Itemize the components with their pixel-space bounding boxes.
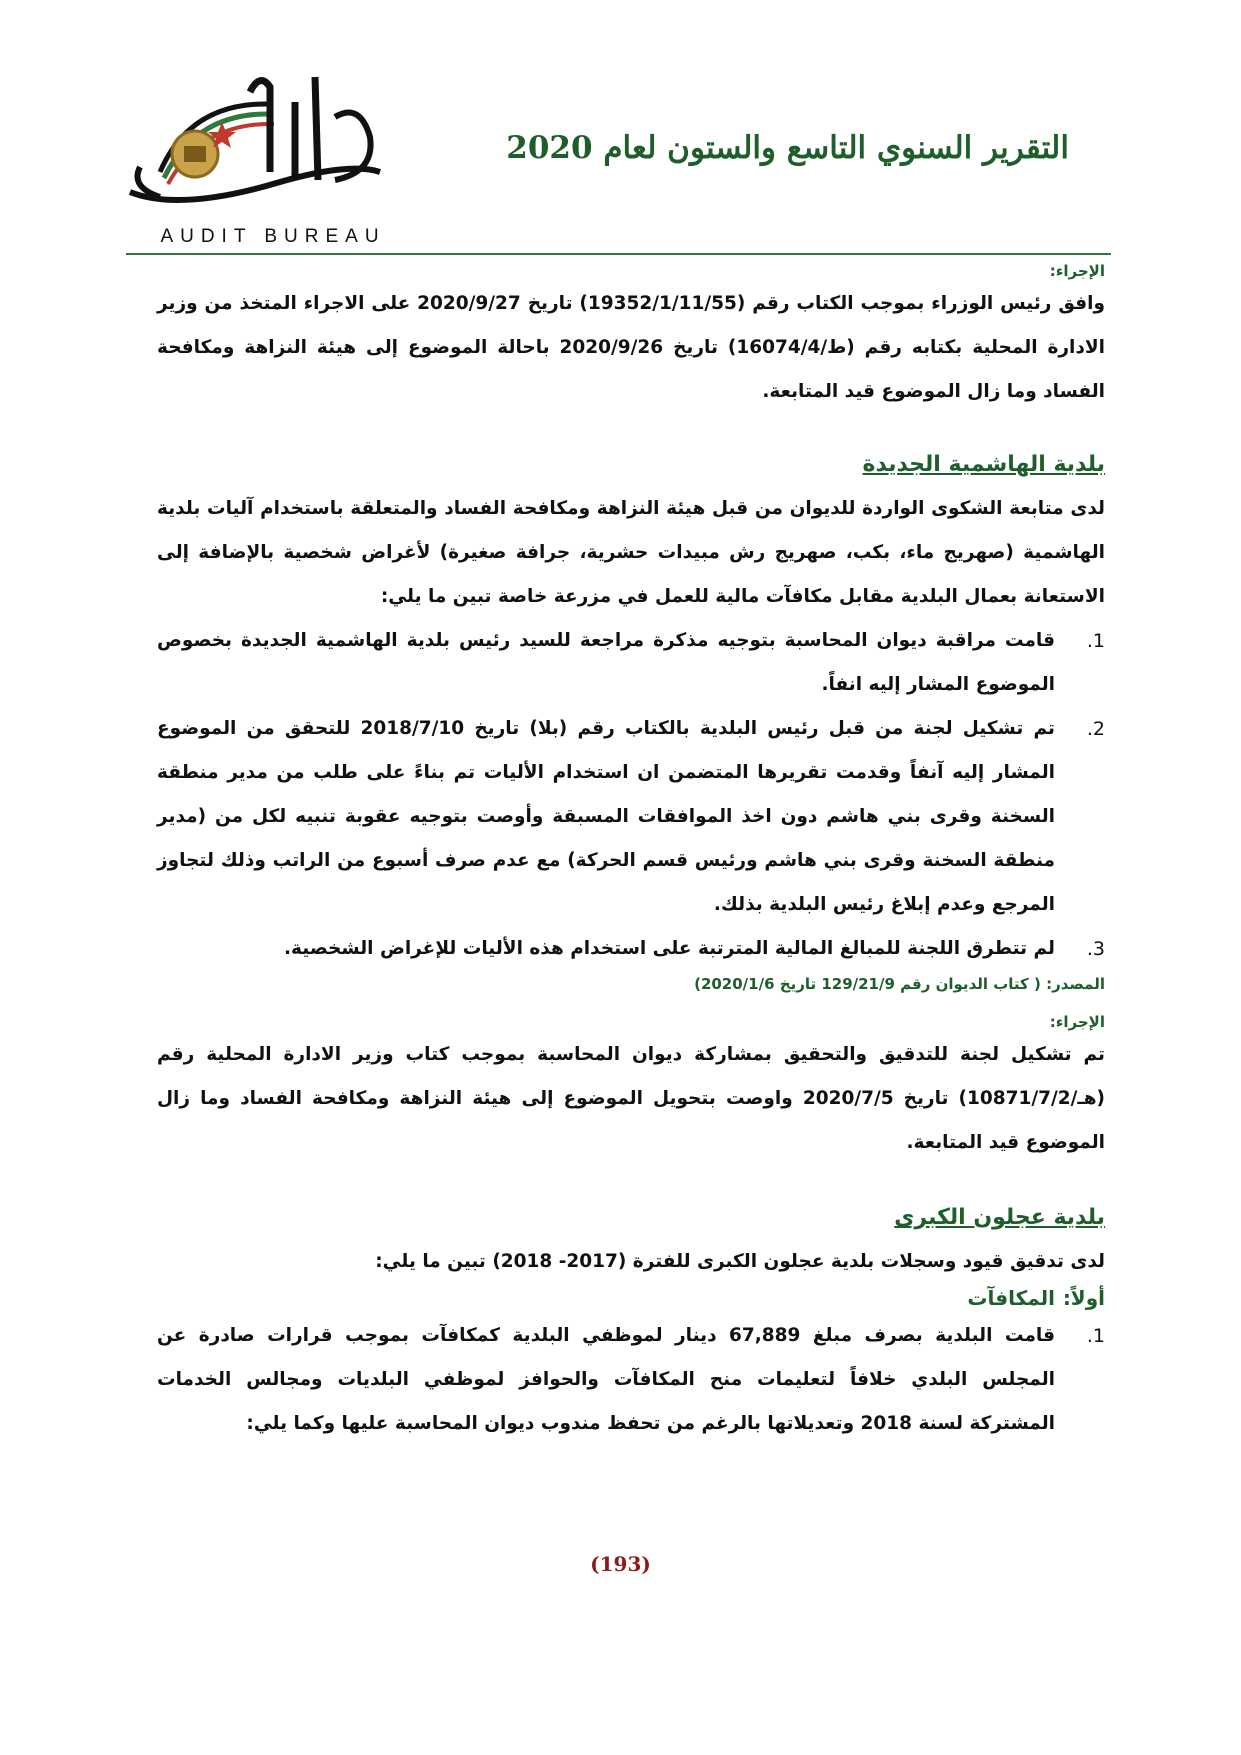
page-number: (193): [590, 1552, 651, 1576]
list-item-text: تم تشكيل لجنة من قبل رئيس البلدية بالكتاب رقم (بلا) تاريخ 2018/7/10 للتحقق من الموضوع المشار إليه آنفاً وقدمت تقريرها المتضمن ان استخدام الأليات تم بناءً على طلب من مدير منطقة السخنة وقرى بني هاشم دون اخذ الموافقات المسبقة وأوصت بتوجيه عقوبة تنبيه لكل من (مدير منطقة السخنة وقرى بني هاشم ورئيس قسم الحركة) مع عدم صرف أسبوع من الراتب وذلك لتجاوز المرجع وعدم إبلاغ رئيس البلدية بذلك.: [157, 718, 1055, 915]
list-item-number: 3.: [1086, 938, 1105, 960]
header-divider: [126, 253, 1111, 255]
section-previous-action: [157, 262, 1105, 414]
section-intro: لدى متابعة الشكوى الواردة للديوان من قبل هيئة النزاهة ومكافحة الفساد والمتعلقة باستخدام آليات بلدية الهاشمية (صهريج ماء، بكب، صهريج رش مبيدات حشرية، جرافة صغيرة) لأغراض شخصية بالإضافة إلى الاستعانة بعمال البلدية مقابل مكافآت مالية للعمل في مزرعة خاصة تبين ما يلي:: [157, 498, 1105, 607]
action-label: الإجراء:: [1049, 262, 1105, 280]
logo-emblem-icon: [120, 62, 420, 222]
list-item: [157, 707, 1105, 927]
action-text: تم تشكيل لجنة للتدقيق والتحقيق بمشاركة ديوان المحاسبة بموجب كتاب وزير الادارة المحلية رقم (هـ/10871/7/2) تاريخ 2020/7/5 واوصت بتحويل الموضوع إلى هيئة النزاهة ومكافحة الفساد وما زال الموضوع قيد المتابعة.: [157, 1044, 1105, 1153]
list-item-text: لم تتطرق اللجنة للمبالغ المالية المترتبة على استخدام هذه الأليات للإغراض الشخصية.: [284, 938, 1055, 959]
action-label: الإجراء:: [1049, 1013, 1105, 1031]
list-item-number: 1.: [1086, 630, 1105, 652]
list-item: [157, 927, 1105, 971]
report-title: التقرير السنوي التاسع والستون لعام 2020: [506, 130, 1069, 166]
source-citation: المصدر: ( كتاب الديوان رقم 129/21/9 تاريخ 2020/1/6): [694, 975, 1105, 993]
list-item-text: قامت البلدية بصرف مبلغ 67,889 دينار لموظفي البلدية كمكافآت بموجب قرارات صادرة عن المجلس البلدي خلافاً لتعليمات منح المكافآت والحوافز لموظفي البلديات ومجالس الخدمات المشتركة لسنة 2018 وتعديلاتها بالرغم من تحفظ مندوب ديوان المحاسبة عليها وكما يلي:: [157, 1325, 1055, 1434]
section-ajloun: [157, 1205, 1105, 1446]
audit-bureau-logo: [120, 62, 420, 252]
subheading: [157, 1286, 1105, 1310]
logo-text: AUDIT BUREAU: [160, 226, 386, 247]
list-item: [157, 619, 1105, 707]
section-intro: لدى تدقيق قيود وسجلات بلدية عجلون الكبرى للفترة (2017- 2018) تبين ما يلي:: [375, 1251, 1105, 1272]
section-hashemiya: [157, 452, 1105, 1165]
list-item: [157, 1314, 1105, 1446]
section-heading: بلدية عجلون الكبرى: [894, 1205, 1105, 1230]
section-heading: بلدية الهاشمية الجديدة: [862, 452, 1105, 477]
action-text: وافق رئيس الوزراء بموجب الكتاب رقم (19352/1/11/55) تاريخ 2020/9/27 على الاجراء المتخذ من وزير الادارة المحلية بكتابه رقم (ط/16074/4) تاريخ 2020/9/26 باحالة الموضوع إلى هيئة النزاهة ومكافحة الفساد وما زال الموضوع قيد المتابعة.: [157, 293, 1105, 402]
list-item-text: قامت مراقبة ديوان المحاسبة بتوجيه مذكرة مراجعة للسيد رئيس بلدية الهاشمية الجديدة بخصوص الموضوع المشار إليه انفاً.: [157, 630, 1055, 695]
subheading-text: المكافآت: [967, 1286, 1055, 1310]
list-item-number: 2.: [1086, 718, 1105, 740]
list-item-number: 1.: [1086, 1325, 1105, 1347]
subheading-number: أولاً:: [1062, 1286, 1105, 1310]
